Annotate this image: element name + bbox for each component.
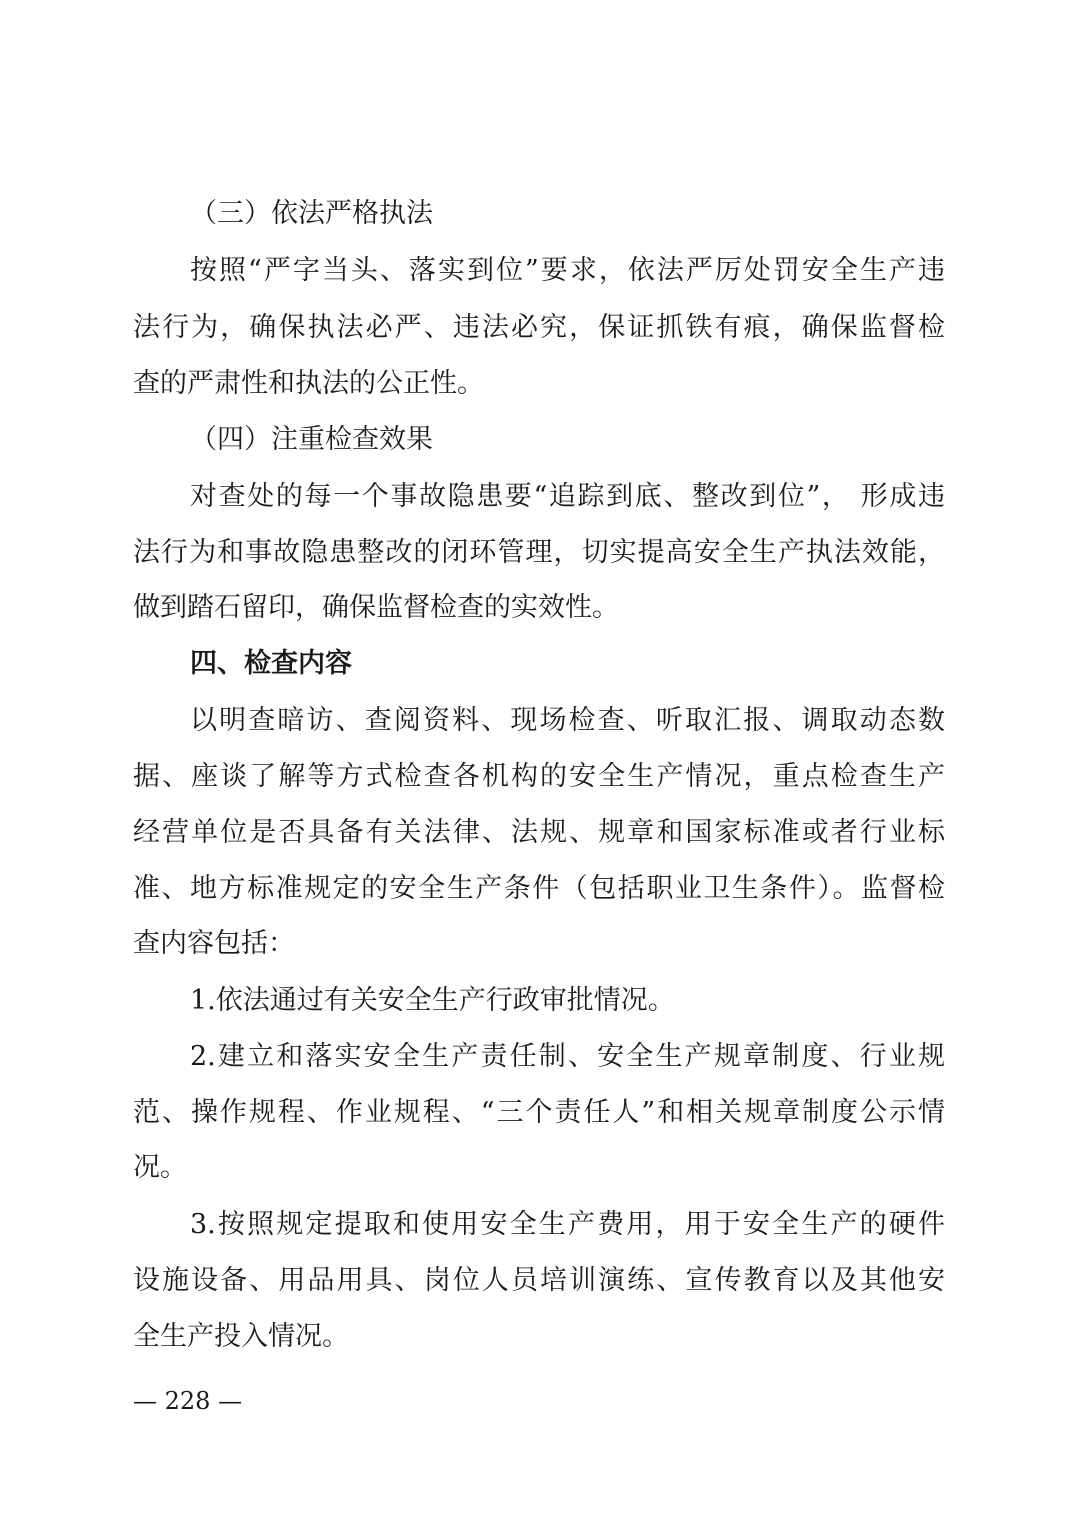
list-item-2: 况。 <box>133 1152 187 1183</box>
list-item-1: 1.依法通过有关安全生产行政审批情况。 <box>190 985 675 1016</box>
paragraph-line: 法行为和事故隐患整改的闭环管理，切实提高安全生产执法效能， <box>133 537 945 568</box>
list-item-3: 全生产投入情况。 <box>133 1321 349 1352</box>
paragraph-line: 查的严肃性和执法的公正性。 <box>133 368 484 399</box>
paragraph-line: 法行为，确保执法必严、违法必究，保证抓铁有痕，确保监督检 <box>133 312 945 343</box>
intro-line: 查内容包括： <box>133 928 295 959</box>
page-number: — 228 — <box>133 1387 243 1415</box>
list-item-3: 3.按照规定提取和使用安全生产费用，用于安全生产的硬件 <box>190 1209 945 1240</box>
subheading-3: （三）依法严格执法 <box>190 198 433 229</box>
intro-line: 准、地方标准规定的安全生产条件（包括职业卫生条件）。监督检 <box>133 873 945 904</box>
paragraph-line: 对查处的每一个事故隐患要“追踪到底、整改到位”， 形成违 <box>190 481 945 512</box>
list-item-2: 2.建立和落实安全生产责任制、安全生产规章制度、行业规 <box>190 1041 945 1072</box>
intro-line: 据、座谈了解等方式检查各机构的安全生产情况，重点检查生产 <box>133 761 945 792</box>
paragraph-line: 做到踏石留印，确保监督检查的实效性。 <box>133 592 619 623</box>
paragraph-line: 按照“严字当头、落实到位”要求，依法严厉处罚安全生产违 <box>190 255 945 286</box>
intro-line: 以明查暗访、查阅资料、现场检查、听取汇报、调取动态数 <box>190 705 945 736</box>
subheading-4: （四）注重检查效果 <box>190 424 433 455</box>
list-item-2: 范、操作规程、作业规程、“三个责任人”和相关规章制度公示情 <box>133 1097 945 1128</box>
intro-line: 经营单位是否具备有关法律、法规、规章和国家标准或者行业标 <box>133 817 945 848</box>
section-heading: 四、检查内容 <box>190 648 352 679</box>
list-item-3: 设施设备、用品用具、岗位人员培训演练、宣传教育以及其他安 <box>133 1265 945 1296</box>
